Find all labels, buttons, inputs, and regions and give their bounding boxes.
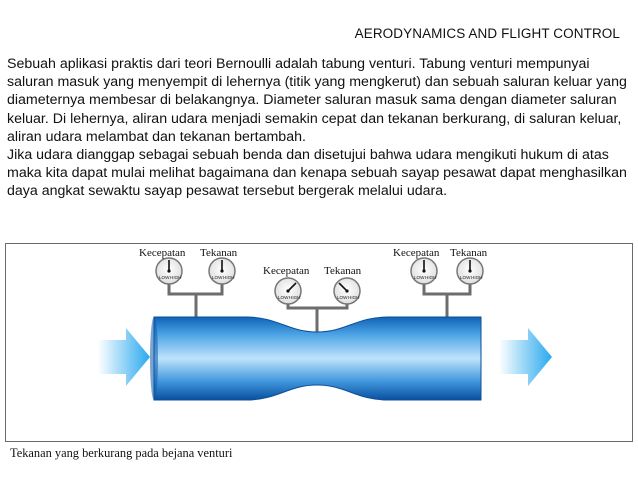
scale-low-5: LOW — [414, 275, 425, 280]
outlet-pressure-gauge — [457, 258, 483, 284]
outflow-arrow — [499, 328, 552, 386]
scale-high-6: HIGH — [471, 275, 483, 280]
inflow-arrow — [98, 328, 150, 386]
throat-pressure-gauge — [334, 278, 360, 304]
scale-low-4: LOW — [337, 295, 348, 300]
paragraph-wing-lift: Jika udara dianggap sebagai sebuah benda dan disetujui bahwa udara mengikuti hukum di atas maka kita dapat mulai melihat bagaimana dan kenapa sebuah sayap pesawat dapat menghasilkan daya angkat sewaktu sayap pesawat tersebut bergerak melalui udara. — [7, 147, 627, 200]
outlet-speed-gauge — [411, 258, 437, 284]
label-throat-pressure: Tekanan — [324, 265, 362, 277]
paragraph-venturi: Sebuah aplikasi praktis dari teori Bernoulli adalah tabung venturi. Tabung venturi mempunyai saluran masuk yang menyempit di lehernya (titik yang mengkerut) dan sebuah saluran keluar yang diameternya membesar di belakangnya. Diameter saluran masuk sama dengan diameter saluran keluar. Di lehernya, aliran udara menjadi semakin cepat dan tekanan berkurang, di saluran keluar, aliran udara melambat dan tekanan bertambah. — [7, 56, 627, 145]
throat-speed-gauge — [275, 278, 301, 304]
scale-low-2: LOW — [212, 275, 223, 280]
inlet-pressure-gauge — [209, 258, 235, 284]
venturi-illustration — [6, 244, 633, 442]
label-outlet-pressure: Tekanan — [450, 247, 488, 259]
label-inlet-speed: Kecepatan — [139, 247, 186, 259]
tube-inlet-opening — [150, 317, 158, 400]
body-text — [7, 55, 635, 201]
scale-high-1: HIGH — [170, 275, 182, 280]
label-throat-speed: Kecepatan — [263, 265, 310, 277]
label-inlet-pressure: Tekanan — [200, 247, 238, 259]
scale-low-1: LOW — [159, 275, 170, 280]
scale-low-6: LOW — [460, 275, 471, 280]
scale-low-3: LOW — [278, 295, 289, 300]
figure-caption: Tekanan yang berkurang pada bejana venturi — [10, 446, 233, 460]
scale-high-4: HIGH — [348, 295, 360, 300]
slide-header: AERODYNAMICS AND FLIGHT CONTROL — [354, 26, 620, 41]
label-outlet-speed: Kecepatan — [393, 247, 440, 259]
venturi-diagram — [5, 243, 633, 442]
scale-high-3: HIGH — [289, 295, 301, 300]
scale-high-2: HIGH — [223, 275, 235, 280]
inlet-speed-gauge — [156, 258, 182, 284]
scale-high-5: HIGH — [425, 275, 437, 280]
